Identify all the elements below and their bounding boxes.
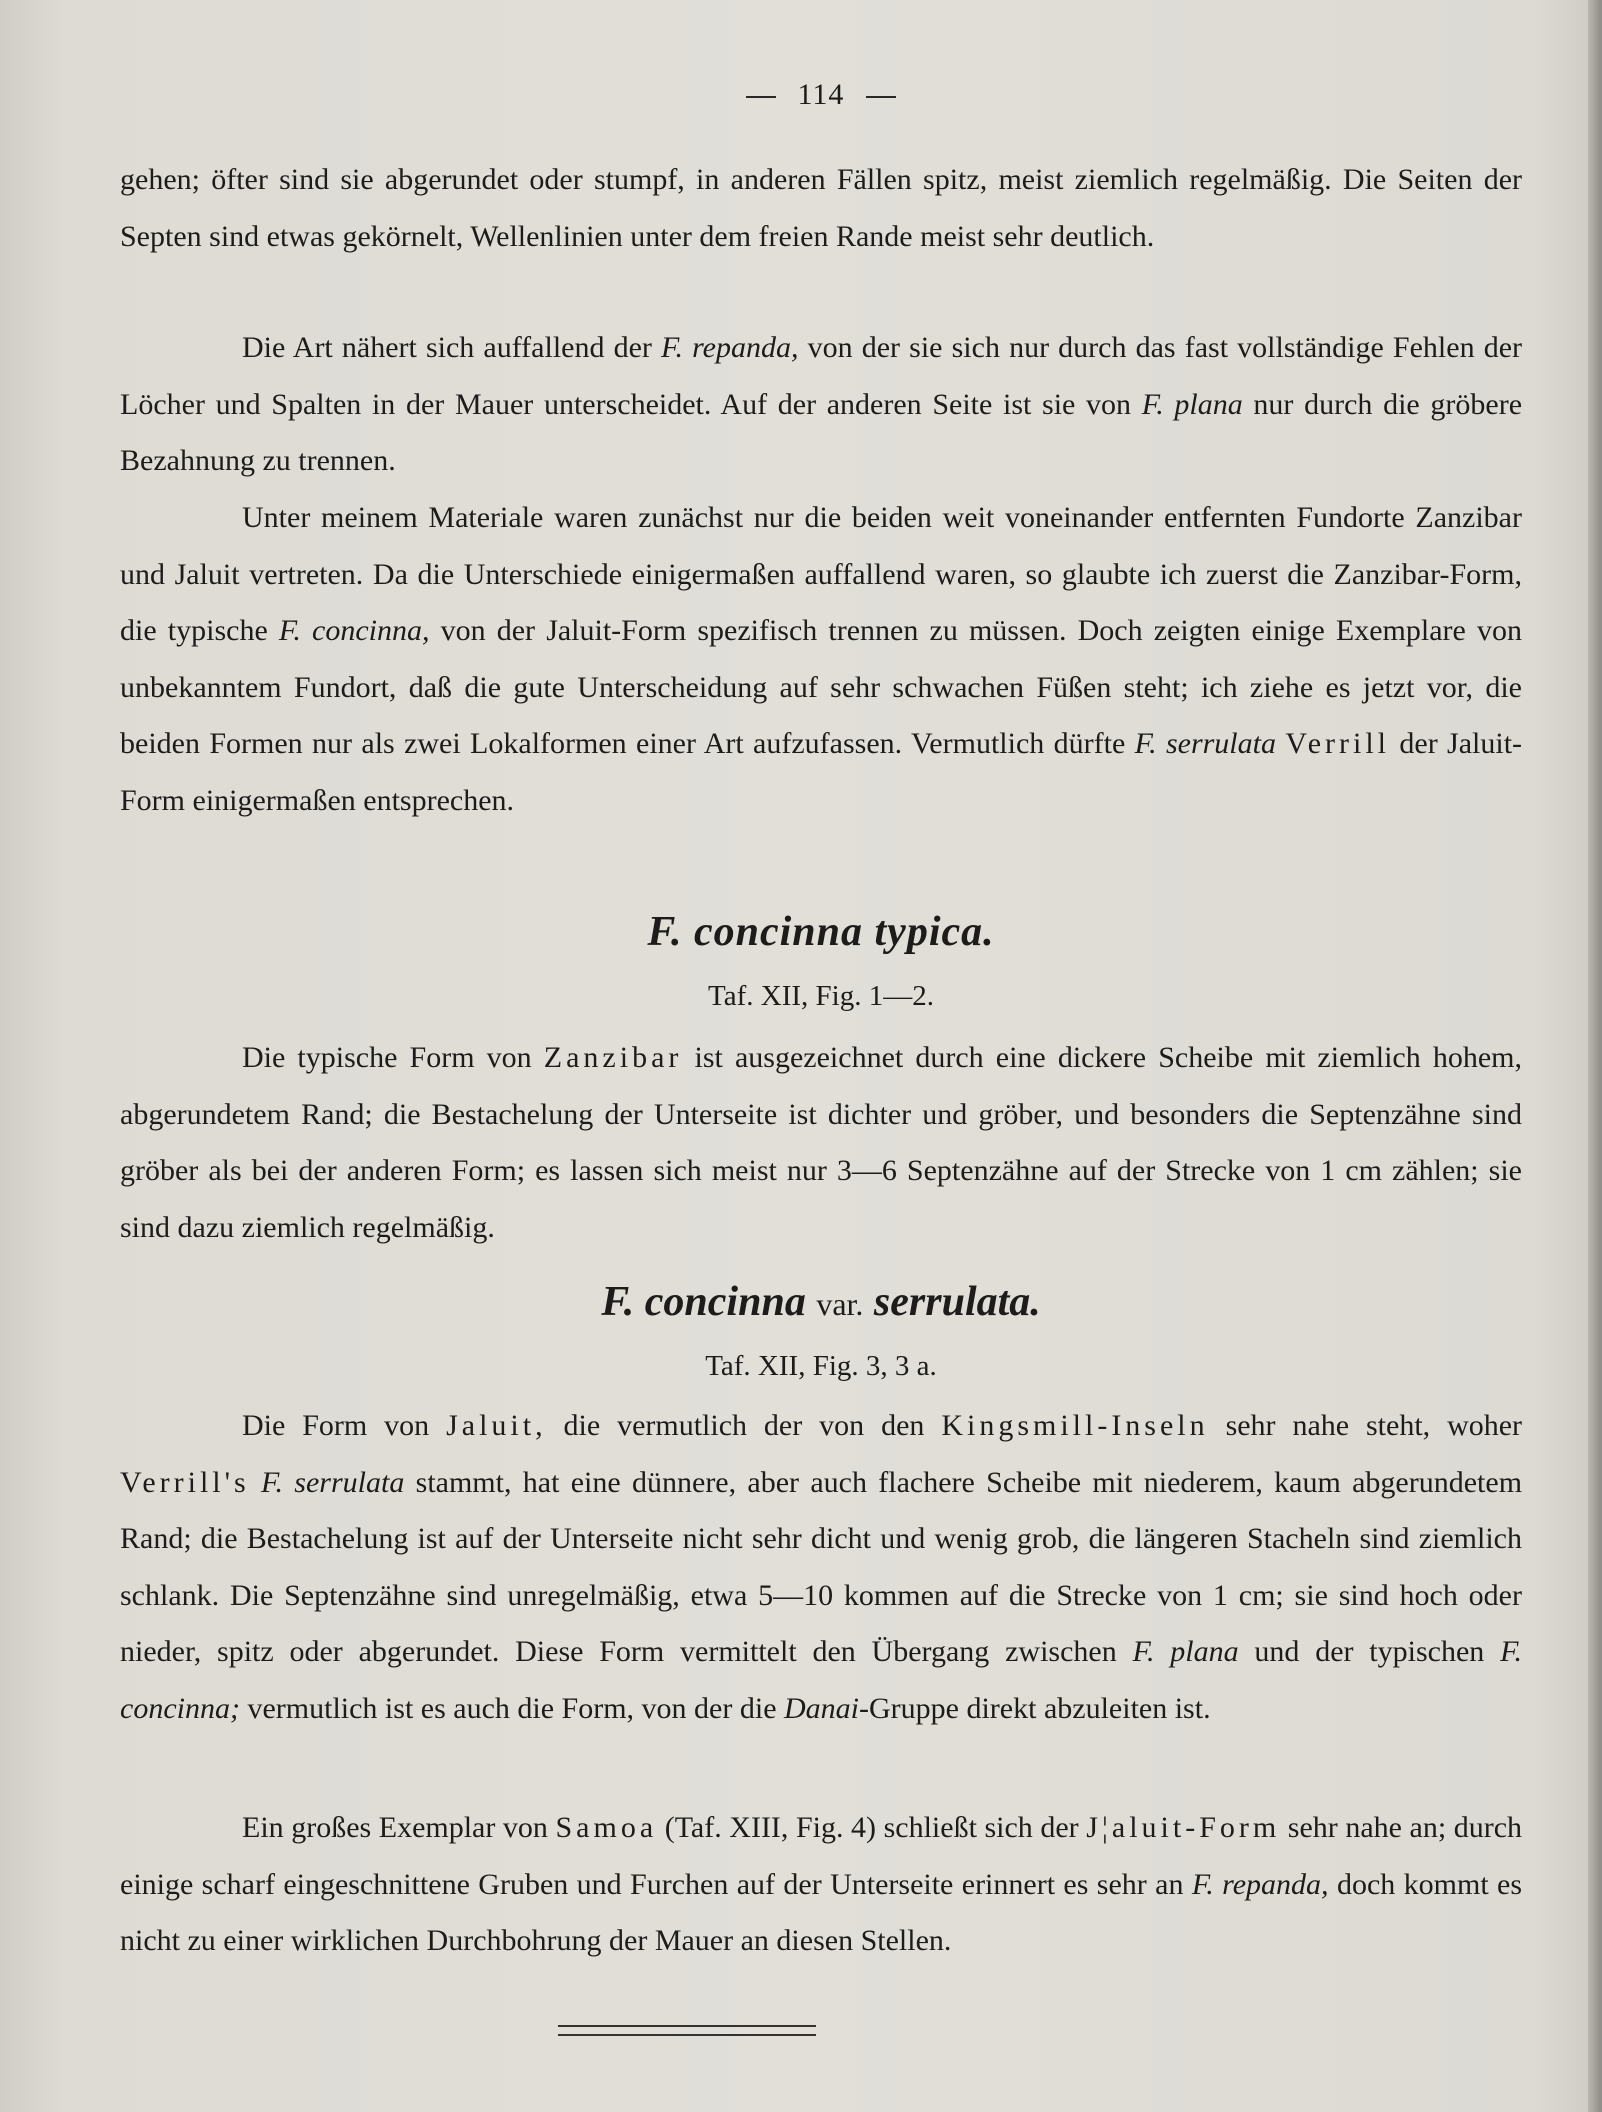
locality-name: Jaluit, [446,1409,547,1442]
locality-name: Zanzibar [543,1041,683,1074]
species-name: F. plana [1141,387,1243,421]
paragraph-2: Die Art nähert sich auffallend der F. repanda, von der sie sich nur durch das fast vollständige Fehlen der Löcher und Spalten in der Mauer unterscheidet. Auf der anderen Seite ist sie von F. plana nur durch die gröbere Bezahnung zu trennen. [120,331,1523,477]
dash-right [866,96,896,98]
section-heading-typica: F. concinna typica. [647,909,995,955]
species-name: F. serrulata [1134,727,1276,760]
author-name: Verrill [1285,727,1390,760]
paragraph-6: Ein großes Exemplar von Samoa (Taf. XIII, Fig. 4) schließt sich der J¦aluit-Form sehr nahe an; durch einige scharf eingeschnittene Gruben und Furchen auf der Unterseite erinnert es sehr an F. repanda, doch kommt es nicht zu einer wirklichen Durchbohrung der Mauer an diesen Stellen. [120,1811,1523,1957]
locality-name: J¦aluit-Form [1086,1811,1281,1844]
species-name: F. concinna, [278,614,430,647]
group-name: Danai [784,1691,860,1725]
end-rule [558,2025,816,2036]
species-name: F. concinna; [120,1635,1523,1725]
paragraph-3: Unter meinem Materiale waren zunächst nur die beiden weit voneinander entfernten Fundorte Zanzibar und Jaluit vertreten. Da die Unterschiede einigermaßen auffallend waren, so glaubte ich zuerst die Zanzibar-Form, die typische F. concinna, von der Jaluit-Form spezifisch trennen zu müssen. Doch zeigten einige Exemplare von unbekanntem Fundort, daß die gute Unterscheidung auf sehr schwachen Füßen steht; ich ziehe es jetzt vor, die beiden Formen nur als zwei Lokalformen einer Art aufzufassen. Vermutlich dürfte F. serrulata Verrill der Jaluit-Form einigermaßen entsprechen. [120,501,1523,817]
species-name: F. repanda, [661,331,799,364]
paragraph-4: Die typische Form von Zanzibar ist ausgezeichnet durch eine dickere Scheibe mit ziemlich hohem, abgerundetem Rand; die Bestachelung der Unterseite ist dichter und gröber, und besonders die Septenzähne sind gröber als bei der anderen Form; es lassen sich meist nur 3—6 Septenzähne auf der Strecke von 1 cm zählen; sie sind dazu ziemlich regelmäßig. [120,1041,1522,1244]
locality-name: Samoa [555,1811,658,1844]
dash-left [746,96,776,98]
page-edge [1588,0,1602,2112]
species-name: F. plana [1132,1635,1239,1668]
species-name: F. repanda, [1191,1867,1329,1901]
locality-name: Kingsmill-Inseln [941,1409,1209,1442]
species-name: F. serrulata [261,1465,405,1499]
section-heading-serrulata: F. concinna var. serrulata. [601,1279,1041,1325]
paragraph-5: Die Form von Jaluit, die vermutlich der von den Kingsmill-Inseln sehr nahe steht, woher Verrill's F. serrulata stammt, hat eine dünnere, aber auch flachere Scheibe mit niederem, kaum abgerundetem Rand; die Bestachelung ist auf der Unterseite nicht sehr dicht und wenig grob, die längeren Stacheln sind ziemlich schlank. Die Septenzähne sind unregelmäßig, etwa 5—10 kommen auf die Strecke von 1 cm; sie sind hoch oder nieder, spitz oder abgerundet. Diese Form vermittelt den Übergang zwischen F. plana und der typischen F. concinna; vermutlich ist es auch die Form, von der die Danai-Gruppe direkt abzuleiten ist. [120,1409,1523,1725]
page-number: 114 [120,78,1522,112]
plate-reference: Taf. XII, Fig. 1—2. [708,980,934,1012]
author-name: Verrill's [120,1465,250,1499]
plate-reference: Taf. XII, Fig. 3, 3 a. [705,1350,937,1382]
paragraph-1: gehen; öfter sind sie abgerundet oder stumpf, in anderen Fällen spitz, meist ziemlich regelmäßig. Die Seiten der Septen sind etwas gekörnelt, Wellenlinien unter dem freien Rande meist sehr deutlich. [120,163,1522,253]
